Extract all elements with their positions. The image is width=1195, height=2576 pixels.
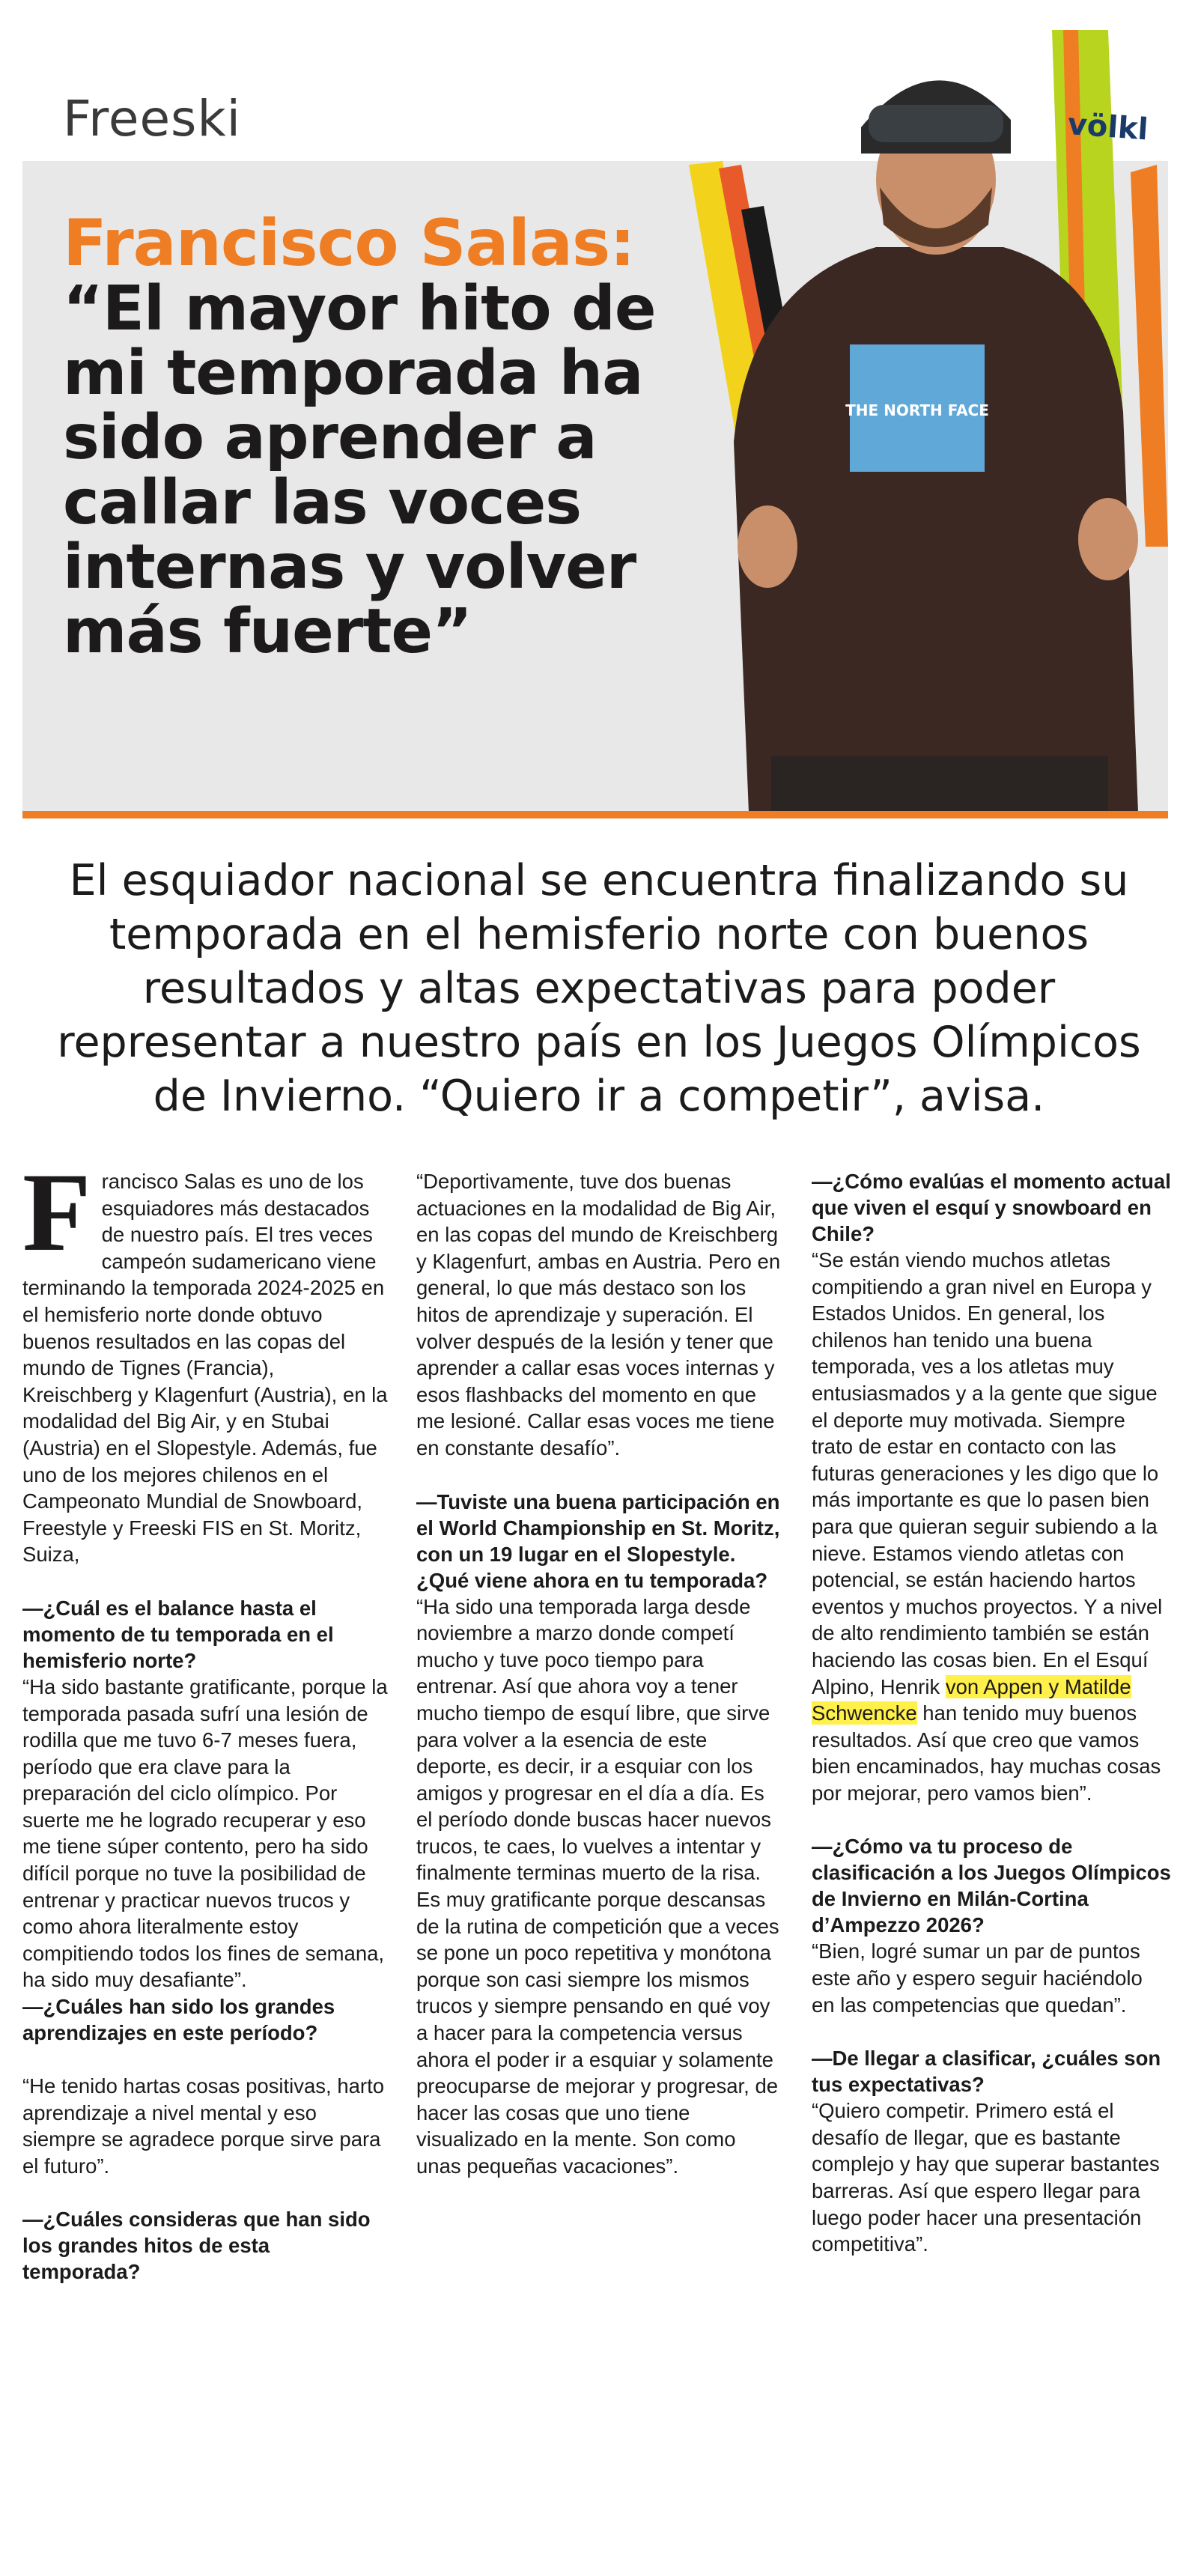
headline bbox=[63, 206, 737, 667]
drop-cap: F bbox=[22, 1150, 91, 1275]
headline-rule bbox=[22, 811, 1168, 818]
question-6: —¿Cómo va tu proceso de clasificación a los Juegos Olímpicos de Invierno en Milán-Cortina d’Ampezzo 2026? bbox=[812, 1835, 1171, 1937]
section-label: Freeski bbox=[63, 90, 241, 148]
question-7: —De llegar a clasificar, ¿cuáles son tus expectativas? bbox=[812, 2047, 1161, 2097]
answer-1: “Ha sido bastante gratificante, porque la temporada pasada sufrí una lesión de rodilla que me tuvo 6-7 meses fuera, período que era clave para la preparación del ciclo olímpico. Por suerte me he logrado recuperar y eso me tiene súper contento, pero ha sido difícil porque no tuve la posibilidad de entrenar y practicar nuevos trucos y como ahora literalmente estoy compitiendo todos los fines de semana, ha sido muy desafiante”. bbox=[22, 1674, 388, 1992]
question-4: —Tuviste una buena participación en el World Championship en St. Moritz, con un 19 lugar en el Slopestyle. ¿Qué viene ahora en tu temporada? bbox=[416, 1489, 780, 1592]
answer-3: “Deportivamente, tuve dos buenas actuaciones en la modalidad de Big Air, en las copas del mundo de Kreischberg y Klagenfurt, ambas en Austria. Pero en general, lo que más destaco son los hitos de aprendizaje y superación. El volver después de la lesión y tener que aprender a callar esas voces internas y esos flashbacks del momento en que me lesioné. Callar esas voces me tiene en constante desafío”. bbox=[416, 1170, 781, 1459]
answer-2: “He tenido hartas cosas positivas, harto aprendizaje a nivel mental y eso siempre se agradece porque sirve para el futuro”. bbox=[22, 2074, 385, 2178]
ski-brand-text: völkl bbox=[1066, 107, 1149, 148]
answer-5-end: han tenido muy buenos resultados. Así que creo que vamos bien encaminados, hay muchas cosas por mejorar, pero vamos bien”. bbox=[812, 1701, 1161, 1805]
answer-5-text: “Se están viendo muchos atletas compitiendo a gran nivel en Europa y Estados Unidos. En general, los chilenos han tenido una buena temporada, ves a los atletas muy entusiasmados y a la gente que sigue el deporte muy motivada. Siempre trato de estar en contacto con las futuras generaciones y les digo que lo más importante es que lo pasen bien para que quieran seguir subiendo a la nieve. Estamos viendo atletas con potencial, se están haciendo hartos eventos y muchos proyectos. Y a nivel de alto rendimiento también se están haciendo las cosas bien. En el Esquí Alpino, Henrik bbox=[812, 1248, 1163, 1698]
deck-subtitle: El esquiador nacional se encuentra finalizando su temporada en el hemisferio norte con buenos resultados y altas expectativas para poder representar a nuestro país en los Juegos Olímpicos de Invierno. “Quiero ir a competir”, avisa. bbox=[57, 856, 1141, 1121]
highlighted-names: von Appen y Matilde Schwencke bbox=[812, 1674, 1131, 1725]
answer-4: “Ha sido una temporada larga desde noviembre a marzo donde competí mucho y tuve poco tiempo para entrenar. Así que ahora voy a tener mucho tiempo de esquí libre, que sirve para volver a la esencia de este deporte, es decir, ir a esquiar con los amigos y progresar en el día a día. Es el período donde buscas hacer nuevos trucos, te caes, lo vuelves a intentar y finalmente terminas muerto de la risa. Es muy gratificante porque descansas de la rutina de competición que a veces se pone un poco repetitiva y monótona porque son casi siempre los mismos trucos y siempre pensando en qué voy a hacer para la competencia versus ahora el poder ir a esquiar y solamente preocuparse de mejorar y progresar, de hacer las cosas que uno tiene visualizado en la mente. Son como unas pequeñas vacaciones”. bbox=[416, 1594, 779, 2178]
intro-text: rancisco Salas es uno de los esquiadores más destacados de nuestro país. El tres veces campeón sudamericano viene terminando la temporada 2024-2025 en el hemisferio norte donde obtuvo buenos resultados en las copas del mundo de Tignes (Francia), Kreischberg y Klagenfurt (Austria), en la modalidad del Big Air, y en Stubai (Austria) en el Slopestyle. Además, fue uno de los mejores chilenos en el Campeonato Mundial de Snowboard, Freestyle y Freeski FIS en St. Moritz, Suiza, bbox=[22, 1170, 388, 1567]
column-1 bbox=[22, 1150, 389, 2285]
answer-5 bbox=[812, 1247, 1171, 1806]
headline-name: Francisco Salas: bbox=[63, 206, 635, 281]
question-5: —¿Cómo evalúas el momento actual que viven el esquí y snowboard en Chile? bbox=[812, 1170, 1171, 1245]
answer-6: “Bien, logré sumar un par de puntos este año y espero seguir haciéndolo en las competencias que quedan”. bbox=[812, 1939, 1143, 2017]
intro-paragraph bbox=[22, 1150, 389, 1568]
answer-7: “Quiero competir. Primero está el desafío de llegar, que es bastante complejo y hay que superar bastantes barreras. Así que espero llegar para luego poder hacer una presentación competitiva”. bbox=[812, 2099, 1160, 2256]
skier-photo bbox=[689, 22, 1168, 812]
question-2: —¿Cuáles han sido los grandes aprendizajes en este período? bbox=[22, 1995, 335, 2045]
question-3: —¿Cuáles consideras que han sido los grandes hitos de esta temporada? bbox=[22, 2208, 371, 2284]
column-2 bbox=[416, 1168, 783, 2180]
question-1: —¿Cuál es el balance hasta el momento de tu temporada en el hemisferio norte? bbox=[22, 1596, 334, 1672]
shirt-text: THE NORTH FACE bbox=[845, 401, 989, 419]
column-3 bbox=[812, 1168, 1171, 2258]
headline-quote: “El mayor hito de mi temporada ha sido aprender a callar las voces internas y volver más fuerte” bbox=[63, 273, 656, 667]
